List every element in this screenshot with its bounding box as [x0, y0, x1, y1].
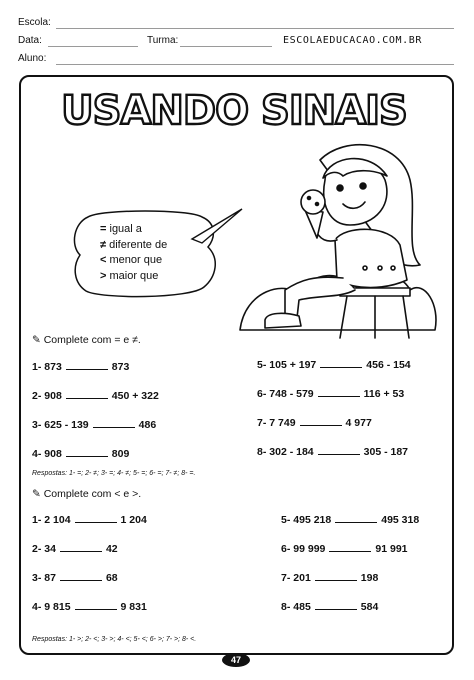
legend-item: < menor que — [100, 254, 163, 266]
exercise-row: 7- 201 198 — [281, 572, 379, 584]
answer-blank[interactable] — [320, 359, 362, 368]
answer-blank[interactable] — [75, 601, 117, 610]
worksheet-header — [0, 0, 474, 72]
exercise-row: 7- 7 749 4 977 — [257, 417, 372, 429]
exercise-row: 4- 908 809 — [32, 448, 130, 460]
answer-blank[interactable] — [318, 388, 360, 397]
legend-item: ≠ diferente de — [100, 238, 168, 251]
exercise-row: 3- 625 - 139 486 — [32, 419, 157, 431]
exercise-row: 1- 873 873 — [32, 361, 130, 373]
exercise-row: 2- 908 450 + 322 — [32, 390, 159, 402]
signs-legend — [100, 222, 167, 284]
school-label: Escola: — [18, 17, 51, 28]
answer-blank[interactable] — [66, 390, 108, 399]
answer-blank[interactable] — [315, 601, 357, 610]
exercise-row: 3- 87 68 — [32, 572, 118, 584]
answer-blank[interactable] — [60, 543, 102, 552]
site-name: ESCOLAEDUCACAO.COM.BR — [283, 35, 423, 46]
exercise-row: 4- 9 815 9 831 — [32, 601, 147, 613]
answer-blank[interactable] — [93, 419, 135, 428]
answer-blank[interactable] — [60, 572, 102, 581]
exercise-row: 6- 748 - 579 116 + 53 — [257, 388, 405, 400]
exercise-row: 8- 485 584 — [281, 601, 379, 613]
svg-text:USANDO SINAIS: USANDO SINAIS — [61, 88, 407, 134]
page-number: 47 — [222, 653, 250, 667]
worksheet-title — [61, 84, 407, 134]
exercise-row: 5- 495 218 495 318 — [281, 514, 420, 526]
exercise-row: 2- 34 42 — [32, 543, 118, 555]
girl-ice-cream-illustration — [225, 140, 440, 340]
part2-instruction: ✎ Complete com < e >. — [32, 488, 142, 500]
answer-blank[interactable] — [66, 361, 108, 370]
exercise-row: 8- 302 - 184 305 - 187 — [257, 446, 409, 458]
part1-answers: Respostas: 1- =; 2- ≠; 3- =; 4- ≠; 5- =; 6- =; 7- ≠; 8- =. — [32, 470, 196, 477]
class-field[interactable] — [180, 46, 272, 47]
school-field[interactable] — [56, 28, 454, 29]
exercise-row: 5- 105 + 197 456 - 154 — [257, 359, 411, 371]
part1-instruction: ✎ Complete com = e ≠. — [32, 334, 141, 346]
answer-blank[interactable] — [315, 572, 357, 581]
exercise-row: 1- 2 104 1 204 — [32, 514, 147, 526]
student-field[interactable] — [56, 64, 454, 65]
answer-blank[interactable] — [75, 514, 117, 523]
date-label: Data: — [18, 35, 42, 46]
answer-blank[interactable] — [335, 514, 377, 523]
legend-item: = igual a — [100, 223, 142, 235]
answer-blank[interactable] — [300, 417, 342, 426]
class-label: Turma: — [147, 35, 179, 46]
legend-item: > maior que — [100, 269, 159, 282]
exercise-row: 6- 99 999 91 991 — [281, 543, 408, 555]
answer-blank[interactable] — [329, 543, 371, 552]
student-label: Aluno: — [18, 53, 47, 64]
answer-blank[interactable] — [318, 446, 360, 455]
date-field[interactable] — [48, 46, 138, 47]
part2-answers: Respostas: 1- >; 2- <; 3- >; 4- <; 5- <; 6- >; 7- >; 8- <. — [32, 636, 197, 643]
answer-blank[interactable] — [66, 448, 108, 457]
